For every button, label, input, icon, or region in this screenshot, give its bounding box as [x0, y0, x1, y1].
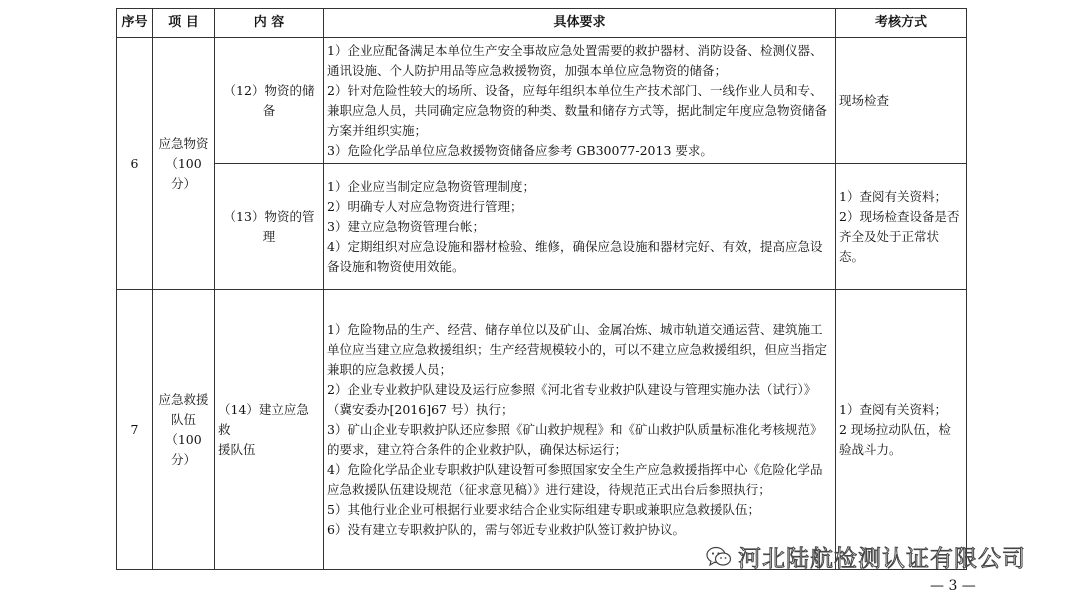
requirements-table [116, 8, 967, 570]
requirements-cell [324, 164, 836, 290]
item-line: （100 分） [165, 155, 202, 191]
requirements-cell [324, 38, 836, 164]
content-cell [215, 290, 324, 570]
header-content: 内 容 [215, 9, 324, 38]
requirement-item: 2）明确专人对应急物资进行管理； [327, 198, 523, 214]
assessment-cell [836, 164, 967, 290]
requirement-item: 1）危险物品的生产、经营、储存单位以及矿山、金属冶炼、城市轨道交通运营、建筑施工单位应当建立应急救援组织；生产经营规模较小的，可以不建立应急救援组织，但应当指定兼职的应急救援人员； [327, 321, 828, 377]
content-cell [215, 164, 324, 290]
requirement-item: 2）针对危险性较大的场所、设备，应每年组织本单位生产技术部门、一线作业人员和专、兼职应急人员，共同确定应急物资的种类、数量和储存方式等，据此制定年度应急物资储备方案并组织实施； [327, 82, 828, 138]
watermark [706, 540, 1026, 573]
requirement-item: 1）企业应配备满足本单位生产安全事故应急处置需要的救护器材、消防设备、检测仪器、通讯设施、个人防护用品等应急救援物资，加强本单位应急物资的储备； [327, 42, 823, 78]
item-line: 应急物资 [158, 135, 209, 151]
item-line: 队伍 [170, 411, 196, 427]
requirement-item: 4）危险化学品企业专职救护队建设暂可参照国家安全生产应急救援指挥中心《危险化学品应急救援队伍建设规范（征求意见稿）》进行建设，待规范正式出台后参照执行； [327, 461, 823, 497]
assessment-item: 2）现场检查设备是否齐全及处于正常状态。 [839, 208, 960, 264]
content-cell [215, 38, 324, 164]
page-number: — 3 — [930, 578, 976, 594]
content-line: （12）物资的储备 [223, 82, 315, 118]
content-line: 援队伍 [218, 441, 256, 457]
header-assessment: 考核方式 [836, 9, 967, 38]
section-number: 6 [117, 38, 153, 290]
assessment-cell [836, 290, 967, 570]
content-line: （13）物资的管理 [223, 208, 315, 244]
header-no: 序号 [117, 9, 153, 38]
assessment-item: 1）查阅有关资料； [839, 188, 947, 204]
wechat-icon [706, 546, 732, 568]
section-item [153, 290, 215, 570]
assessment-item: 2 现场拉动队伍，检验战斗力。 [839, 421, 951, 457]
requirement-item: 1）企业应当制定应急物资管理制度； [327, 178, 535, 194]
table-row [117, 164, 967, 290]
item-line: 应急救援 [158, 391, 209, 407]
header-item: 项 目 [153, 9, 215, 38]
requirement-item: 4）定期组织对应急设施和器材检验、维修，确保应急设施和器材完好、有效，提高应急设备设施和物资使用效能。 [327, 238, 823, 274]
assessment-cell [836, 38, 967, 164]
requirement-item: 6）没有建立专职救护队的，需与邻近专业救护队签订救护协议。 [327, 521, 685, 537]
requirement-item: 3）建立应急物资管理台帐； [327, 218, 485, 234]
requirement-item: 5）其他行业企业可根据行业要求结合企业实际组建专职或兼职应急救援队伍； [327, 501, 760, 517]
content-line: （14）建立应急救 [218, 401, 309, 437]
requirement-item: 2）企业专业救护队建设及运行应参照《河北省专业救护队建设与管理实施办法（试行）》（冀安委办[2016]67 号）执行； [327, 381, 817, 417]
section-number: 7 [117, 290, 153, 570]
requirement-item: 3）矿山企业专职救护队还应参照《矿山救护规程》和《矿山救护队质量标准化考核规范》的要求，建立符合条件的企业救护队，确保达标运行； [327, 421, 823, 457]
watermark-text: 河北陆航检测认证有限公司 [738, 546, 1026, 572]
table-row [117, 290, 967, 570]
table-row [117, 38, 967, 164]
table-header-row [117, 9, 967, 38]
requirement-item: 3）危险化学品单位应急救援物资储备应参考 GB30077-2013 要求。 [327, 142, 713, 158]
assessment-item: 现场检查 [839, 92, 890, 108]
item-line: （100 分） [165, 431, 202, 467]
header-requirements: 具体要求 [324, 9, 836, 38]
requirements-cell [324, 290, 836, 570]
section-item [153, 38, 215, 290]
assessment-item: 1）查阅有关资料； [839, 401, 947, 417]
